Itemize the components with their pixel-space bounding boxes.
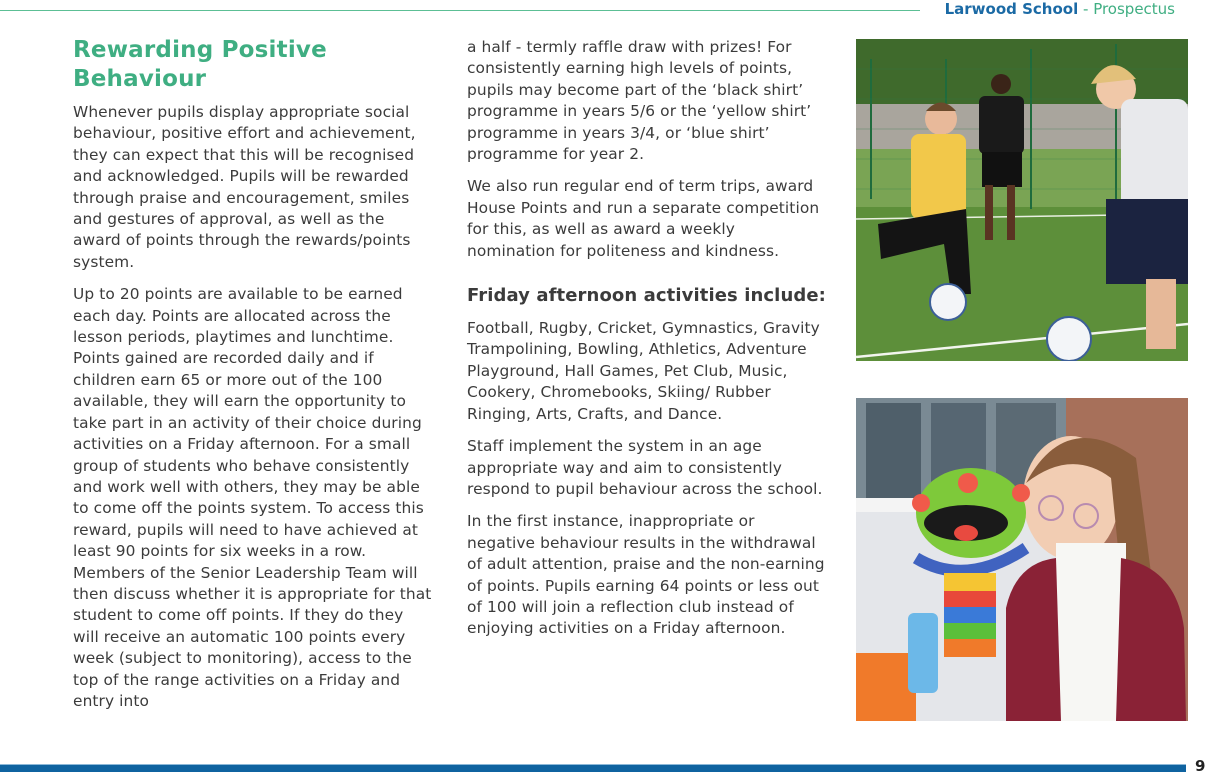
header-subtitle: Prospectus [1093, 0, 1175, 18]
section-title-line2: Behaviour [73, 66, 207, 92]
header-separator: - [1078, 0, 1094, 18]
section-title-line1: Rewarding Positive [73, 37, 327, 63]
activities-list: Football, Rugby, Cricket, Gymnastics, Gravity Trampolining, Bowling, Athletics, Adventure Playground, Hall Games, Pet Club, Music, Cookery, Chromebooks, Skiing/ Rubber Ringing, Arts, Crafts, and Dance. [467, 319, 820, 423]
body-paragraph: a half - termly raffle draw with prizes! For consistently earning high levels of points, pupils may become part of the ‘black shirt’ programme in years 5/6 or the ‘yellow shirt’ programme in years 3/4, or ‘blue shirt’ programme for year 2. [467, 38, 812, 164]
body-paragraph: We also run regular end of term trips, award House Points and run a separate competition for this, as well as award a weekly nomination for politeness and kindness. [467, 177, 820, 260]
football-photo [856, 39, 1188, 361]
header-rule [0, 10, 920, 11]
puppet-photo-illustration [856, 398, 1188, 721]
running-header [945, 0, 1175, 18]
body-paragraph: Whenever pupils display appropriate social behaviour, positive effort and achievement, they can expect that this will be recognised and acknowledged. Pupils will be rewarded through praise and encouragement, smiles and gestures of approval, as well as the award of points through the rewards/points system. [73, 103, 416, 271]
body-paragraph: Staff implement the system in an age appropriate way and aim to consistently respond to pupil behaviour across the school. [467, 437, 823, 498]
footer-bar [0, 765, 1186, 772]
left-column [73, 36, 433, 723]
body-paragraph: In the first instance, inappropriate or negative behaviour results in the withdrawal of adult attention, praise and the non-earning of points. Pupils earning 64 points or less out of 100 will join a reflection club instead of enjoying activities on a Friday afternoon. [467, 512, 825, 638]
body-paragraph: Up to 20 points are available to be earned each day. Points are allocated across the lesson periods, playtimes and lunchtime. Points gained are recorded daily and if children earn 65 or more out of the 100 available, they will earn the opportunity to take part in an activity of their choice during activities on a Friday afternoon. For a small group of students who behave consistently and work well with others, they may be able to come off the points system. To access this reward, pupils will need to have achieved at least 90 points for six weeks in a row. Members of the Senior Leadership Team will then discuss whether it is appropriate for that student to come off points. If they do they will receive an automatic 100 points every week (subject to monitoring), access to the top of the range activities on a Friday and entry into [73, 285, 432, 710]
page-number: 9 [1195, 757, 1206, 775]
puppet-photo [856, 398, 1188, 721]
middle-column [467, 37, 827, 651]
section-title [73, 36, 433, 94]
activities-heading: Friday afternoon activities include: [467, 285, 826, 307]
school-name: Larwood School [944, 0, 1079, 18]
football-photo-illustration [856, 39, 1188, 361]
